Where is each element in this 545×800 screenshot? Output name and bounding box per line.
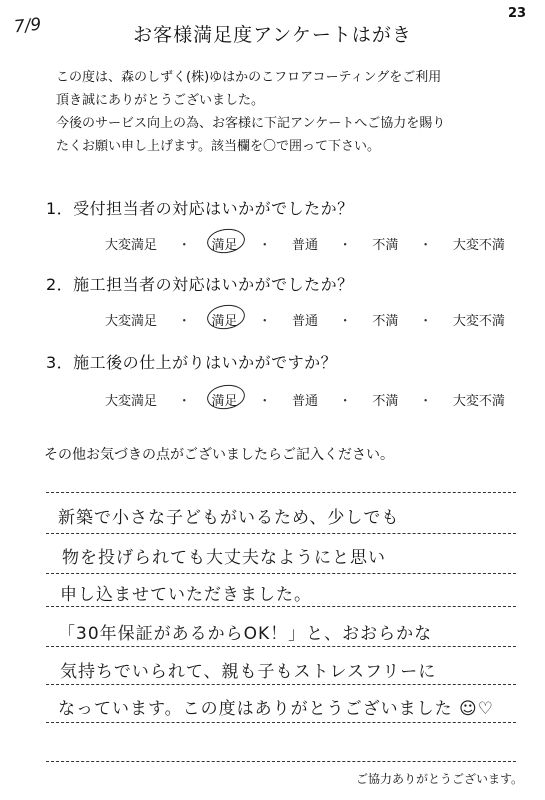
- page-title: お客様満足度アンケートはがき: [133, 24, 412, 46]
- separator-dot: ・: [258, 238, 272, 253]
- separator-dot: ・: [177, 394, 191, 409]
- option-normal[interactable]: 普通: [291, 238, 318, 253]
- option-label: 満足: [211, 314, 238, 329]
- option-dissatisfied[interactable]: 不満: [372, 238, 399, 253]
- option-satisfied[interactable]: [211, 390, 237, 409]
- separator-dot: ・: [419, 238, 433, 253]
- handwritten-comment-line: 申し込ませていただきました。: [60, 585, 312, 605]
- separator-dot: ・: [177, 238, 191, 253]
- comment-line-divider: [46, 533, 516, 534]
- separator-dot: ・: [338, 314, 352, 329]
- option-dissatisfied[interactable]: 不満: [372, 394, 399, 409]
- handwritten-comment-line: なっています。この度はありがとうございました ☺♡: [58, 699, 495, 719]
- options-2: [105, 310, 505, 329]
- separator-dot: ・: [258, 394, 272, 409]
- footer-thanks: ご協力ありがとうございます。: [355, 772, 523, 786]
- options-3: [105, 390, 505, 409]
- separator-dot: ・: [338, 394, 352, 409]
- comment-line-divider: [46, 646, 516, 647]
- option-very-satisfied[interactable]: 大変満足: [105, 238, 158, 253]
- date-note: 7/9: [13, 14, 43, 38]
- handwritten-comment-line: 「30年保証があるからOK！」と、おおらかな: [58, 624, 433, 644]
- intro-line: 今後のサービス向上の為、お客様に下記アンケートへご協力を賜り: [56, 116, 446, 131]
- handwritten-comment-line: 新築で小さな子どもがいるため、少しでも: [58, 508, 400, 528]
- option-very-satisfied[interactable]: 大変満足: [105, 394, 158, 409]
- separator-dot: ・: [419, 394, 433, 409]
- comment-line-divider: [46, 722, 516, 723]
- intro-line: たくお願い申し上げます。該当欄を〇で囲って下さい。: [56, 139, 380, 154]
- card-number: 23: [508, 6, 527, 21]
- question-3: 3．施工後の仕上がりはいかがですか？: [46, 353, 338, 372]
- option-very-satisfied[interactable]: 大変満足: [105, 314, 158, 329]
- other-comments-prompt: その他お気づきの点がございましたらご記入ください。: [44, 447, 394, 463]
- option-label: 満足: [211, 238, 238, 253]
- intro-line: この度は、森のしずく(株)ゆはかのこフロアコーティングをご利用: [56, 70, 442, 85]
- separator-dot: ・: [338, 238, 352, 253]
- question-1: 1．受付担当者の対応はいかがでしたか？: [46, 199, 354, 218]
- handwritten-comment-line: 気持ちでいられて、親も子もストレスフリーに: [60, 662, 437, 682]
- separator-dot: ・: [419, 314, 433, 329]
- option-satisfied[interactable]: [211, 234, 237, 253]
- option-very-dissatisfied[interactable]: 大変不満: [452, 394, 505, 409]
- separator-dot: ・: [258, 314, 272, 329]
- option-very-dissatisfied[interactable]: 大変不満: [452, 314, 505, 329]
- options-1: [105, 234, 505, 253]
- option-satisfied[interactable]: [211, 310, 237, 329]
- comment-line-divider: [46, 492, 516, 493]
- option-normal[interactable]: 普通: [291, 394, 318, 409]
- comment-line-divider: [46, 606, 516, 607]
- question-2: 2．施工担当者の対応はいかがでしたか？: [46, 275, 354, 294]
- separator-dot: ・: [177, 314, 191, 329]
- intro-line: 頂き誠にありがとうございました。: [56, 93, 265, 108]
- option-dissatisfied[interactable]: 不満: [372, 314, 399, 329]
- handwritten-comment-line: 物を投げられても大丈夫なようにと思い: [62, 548, 386, 568]
- option-very-dissatisfied[interactable]: 大変不満: [452, 238, 505, 253]
- comment-line-divider: [46, 761, 516, 762]
- option-normal[interactable]: 普通: [291, 314, 318, 329]
- intro-text: [56, 66, 526, 158]
- comment-line-divider: [46, 684, 516, 685]
- option-label: 満足: [211, 394, 238, 409]
- comment-line-divider: [46, 573, 516, 574]
